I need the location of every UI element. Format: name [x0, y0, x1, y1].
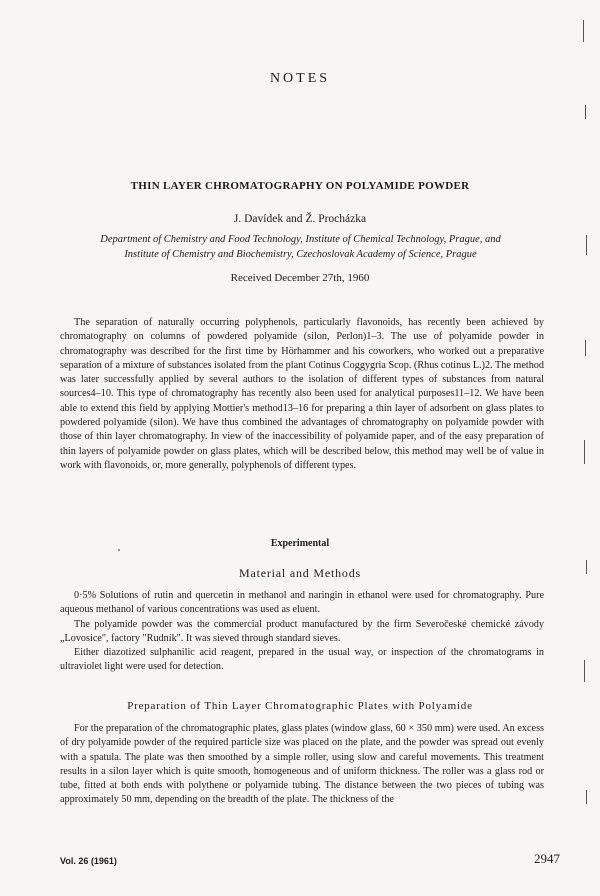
materials-paragraph: The polyamide powder was the commercial product manufactured by the firm Severočeské chemické závody „Lovosice", factory "Rudník". It was sieved through standard sieves. [60, 618, 544, 644]
affiliation [48, 232, 553, 262]
page-number: 2947 [534, 851, 560, 866]
scan-mark [583, 20, 584, 42]
article-title: THIN LAYER CHROMATOGRAPHY ON POLYAMIDE POWDER [130, 180, 470, 192]
journal-volume: Vol. 26 (1961) [60, 856, 117, 866]
scan-mark [586, 235, 587, 255]
heading-materials: Material and Methods [239, 566, 361, 580]
materials-paragraph: 0·5% Solutions of rutin and quercetin in methanol and naringin in ethanol were used for chromatography. Pure aqueous methanol of various concentrations was used as eluent. [60, 590, 544, 616]
scan-mark [585, 105, 586, 119]
received-date: Received December 27th, 1960 [230, 272, 370, 284]
author-line: J. Davídek and Ž. Procházka [233, 213, 367, 225]
intro-section [60, 316, 544, 473]
heading-experimental: Experimental [270, 538, 330, 549]
scan-mark [585, 340, 586, 356]
scan-mark [584, 660, 585, 682]
section-heading-notes: NOTES [269, 71, 331, 86]
materials-section [60, 589, 544, 675]
materials-paragraph: Either diazotized sulphanilic acid reagent, prepared in the usual way, or inspection of the chromatograms in ultraviolet light were used for detection. [60, 647, 544, 673]
scan-mark [586, 790, 587, 804]
intro-paragraph: The separation of naturally occurring polyphenols, particularly flavonoids, has recently been achieved by chromatography on columns of powdered polyamide (silon, Perlon)1–3. The use of polyamide powder in chromatography was described for the first time by Hörhammer and his coworkers, who worked out a preparative separation of a mixture of substances isolated from the plant Cotinus Coggygria Scop. (Rhus cotinus L.)2. The method was later successfully applied by several authors to the isolation of different types of substances from natural sources4–10. This type of chromatography has recently also been used for analytical purposes11–12. We have been able to extend this field by applying Mottier's method13–16 for preparing a thin layer of adsorbent on glass plates to powdered polyamide (silon). We have thus combined the advantages of chromatography on polyamide powder with those of thin layer chromatography. In view of the inaccessibility of polyamide paper, and of the easy preparation of thin layers of polyamide powder on glass plates, which will be described below, this method may well be of value in work with flavonoids, or, more generally, polyphenols of different types. [60, 317, 544, 471]
preparation-section [60, 722, 544, 808]
heading-preparation: Preparation of Thin Layer Chromatographic Plates with Polyamide [127, 700, 473, 712]
affiliation-line-2: Institute of Chemistry and Biochemistry, Czechoslovak Academy of Science, Prague [124, 249, 477, 260]
scan-speck [118, 549, 120, 551]
preparation-paragraph: For the preparation of the chromatographic plates, glass plates (window glass, 60 × 350 mm) were used. An excess of dry polyamide powder of the required particle size was placed on the plate, and the powder was spread out evenly with a spatula. The plate was then smoothed by a simple roller, using slow and careful movements. This treatment results in a silon layer which is quite smooth, homogeneous and of uniform thickness. The roller was a glass rod or tube, fitted at both ends with polythene or polyamide tubing. The distance between the two pieces of tubing was approximately 50 mm, depending on the breadth of the plate. The thickness of the [60, 723, 544, 806]
affiliation-line-1: Department of Chemistry and Food Technology, Institute of Chemical Technology, Prague, and [100, 234, 501, 245]
scan-mark [586, 560, 587, 574]
scan-mark [584, 440, 585, 464]
